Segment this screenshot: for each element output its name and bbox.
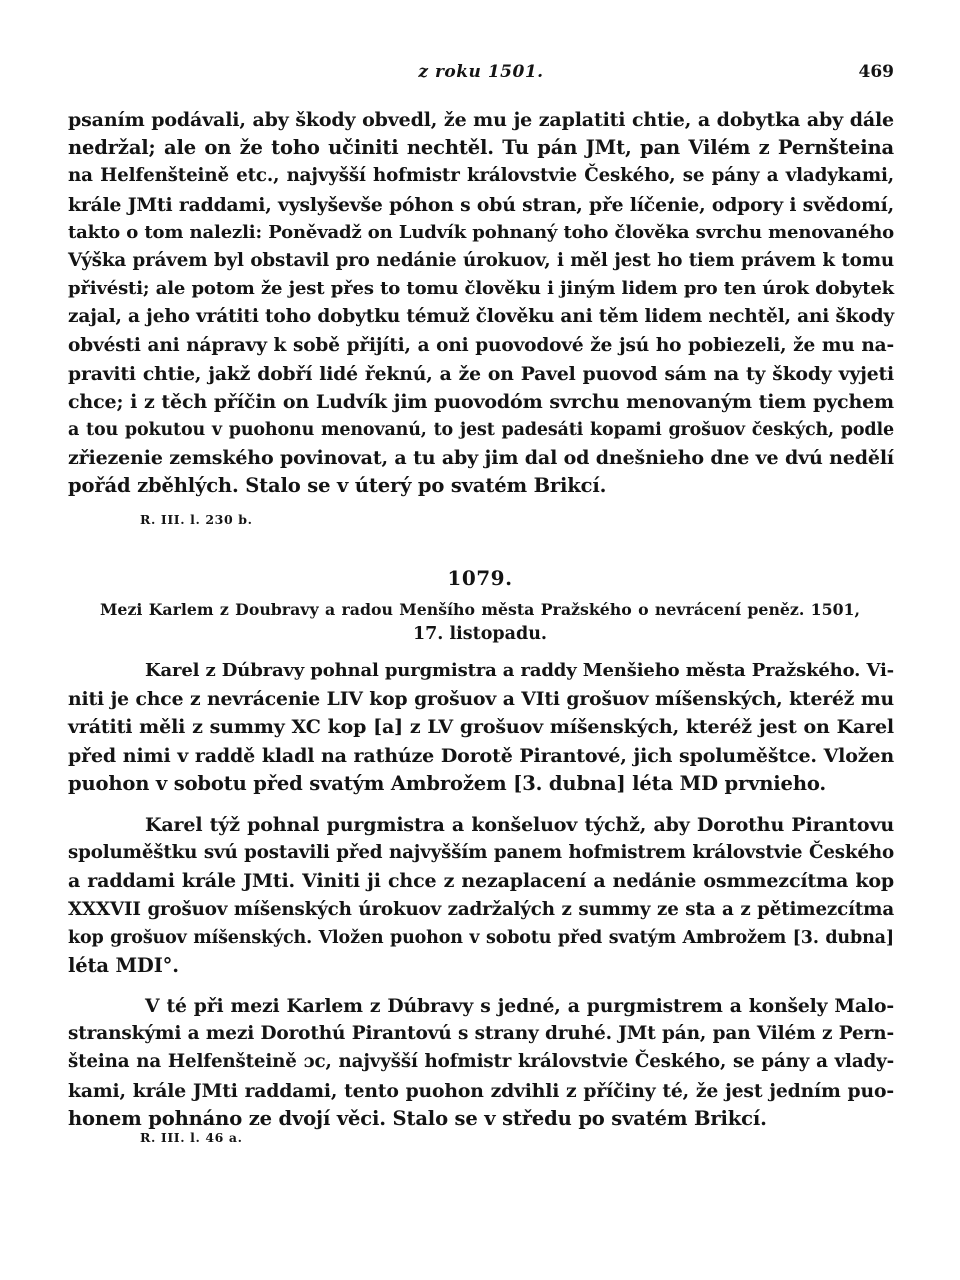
source-reference: R. III. l. 46 a. bbox=[140, 1130, 243, 1145]
text-line: takto o tom nalezli: Poněvadž on Ludvík pohnaný toho člověka svrchu menovaného bbox=[68, 221, 894, 243]
text-line: kami, krále JMti raddami, tento puohon zdvihli z příčiny té, že jest jedním puo- bbox=[68, 1079, 894, 1102]
continuation-paragraph bbox=[68, 106, 894, 501]
text-line: spoluměštku svú postavili před najvyšším panem hofmistrem královstvie Českého bbox=[68, 842, 894, 864]
text-line: puohon v sobotu před svatým Ambrožem [3. dubna] léta MD prvnieho. bbox=[68, 771, 826, 795]
text-line: Karel z Dúbravy pohnal purgmistra a raddy Menšieho města Pražského. Vi- bbox=[145, 660, 894, 681]
paragraph bbox=[68, 992, 894, 1133]
title-line: Mezi Karlem z Doubravy a radou Menšího města Pražského o nevrácení peněz. 1501, bbox=[100, 600, 860, 619]
text-line: zajal, a jeho vrátiti toho dobytku témuž člověku ani těm lidem nechtěl, ani škody bbox=[68, 306, 894, 328]
text-line: šteina na Helfenšteině ɔc, najvyšší hofmistr královstvie Českého, se pány a vlady- bbox=[68, 1051, 894, 1073]
running-title: z roku 1501. bbox=[418, 62, 544, 82]
text-line: stranskými a mezi Dorothú Pirantovú s strany druhé. JMt pán, pan Vilém z Pern- bbox=[68, 1023, 894, 1045]
text-line: pořád zběhlých. Stalo se v úterý po svatém Brikcí. bbox=[68, 474, 607, 498]
text-line: a tou pokutou v puohonu menovanú, to jest padesáti kopami grošuov českých, podle bbox=[68, 420, 894, 441]
document-number: 1079. bbox=[447, 566, 513, 590]
text-line: obvésti ani nápravy k sobě přijíti, a oni puovodové že jsú ho pobiezeli, že mu na- bbox=[68, 334, 894, 356]
text-line: krále JMti raddami, vyslyševše póhon s obú stran, pře líčenie, odpory i svědomí, bbox=[68, 193, 894, 216]
text-line: léta MDI°. bbox=[68, 953, 179, 977]
text-line: V té při mezi Karlem z Dúbravy s jedné, a purgmistrem a konšely Malo- bbox=[145, 995, 894, 1017]
text-line: XXXVII grošuov míšenských úrokuov zadržalých z summy ze sta a z pětimezcítma bbox=[68, 898, 894, 920]
text-line: vrátiti měli z summy XC kop [a] z LV grošuov míšenských, kteréž jest on Karel bbox=[68, 716, 894, 739]
text-line: chce; i z těch příčin on Ludvík jim puovodóm svrchu menovaným tiem pychem bbox=[68, 390, 894, 413]
text-line: kop grošuov míšenských. Vložen puohon v sobotu před svatým Ambrožem [3. dubna] bbox=[68, 927, 894, 948]
paragraph bbox=[68, 811, 894, 980]
paragraph bbox=[68, 657, 894, 798]
page-header bbox=[68, 62, 894, 86]
source-reference: R. III. l. 230 b. bbox=[140, 512, 253, 527]
text-line: psaním podávali, aby škody obvedl, že mu je zaplatiti chtie, a dobytka aby dále bbox=[68, 109, 894, 131]
text-line: Karel týž pohnal purgmistra a konšeluov týchž, aby Dorothu Pirantovu bbox=[145, 814, 894, 836]
text-line: praviti chtie, jakž dobří lidé řeknú, a že on Pavel puovod sám na ty škody vyjeti bbox=[68, 362, 894, 385]
text-line: Výška právem byl obstavil pro nedánie úrokuov, i měl jest ho tiem právem k tomu bbox=[68, 249, 894, 271]
text-line: na Helfenšteině etc., najvyšší hofmistr královstvie Českého, se pány a vladykami, bbox=[68, 165, 894, 187]
text-line: zřiezenie zemského povinovat, a tu aby jim dal od dnešnieho dne ve dvú nedělí bbox=[68, 447, 894, 470]
text-line: a raddami krále JMti. Viniti ji chce z nezaplacení a nedánie osmmezcítma kop bbox=[68, 870, 894, 893]
text-line: přivésti; ale potom že jest přes to tomu člověku i jiným lidem pro ten úrok dobytek bbox=[68, 278, 894, 300]
document-title bbox=[100, 598, 860, 646]
text-line: honem pohnáno ze dvojí věci. Stalo se v středu po svatém Brikcí. bbox=[68, 1106, 767, 1130]
text-line: nedržal; ale on že toho učiniti nechtěl. Tu pán JMt, pan Vilém z Pernšteina bbox=[68, 136, 894, 160]
text-line: před nimi v raddě kladl na rathúze Dorotě Pirantové, jich spoluměštce. Vložen bbox=[68, 744, 894, 767]
text-line: niti je chce z nevrácenie LIV kop grošuov a VIti grošuov míšenských, kteréž mu bbox=[68, 688, 894, 711]
title-line: 17. listopadu. bbox=[412, 624, 548, 644]
page-number: 469 bbox=[858, 62, 894, 82]
